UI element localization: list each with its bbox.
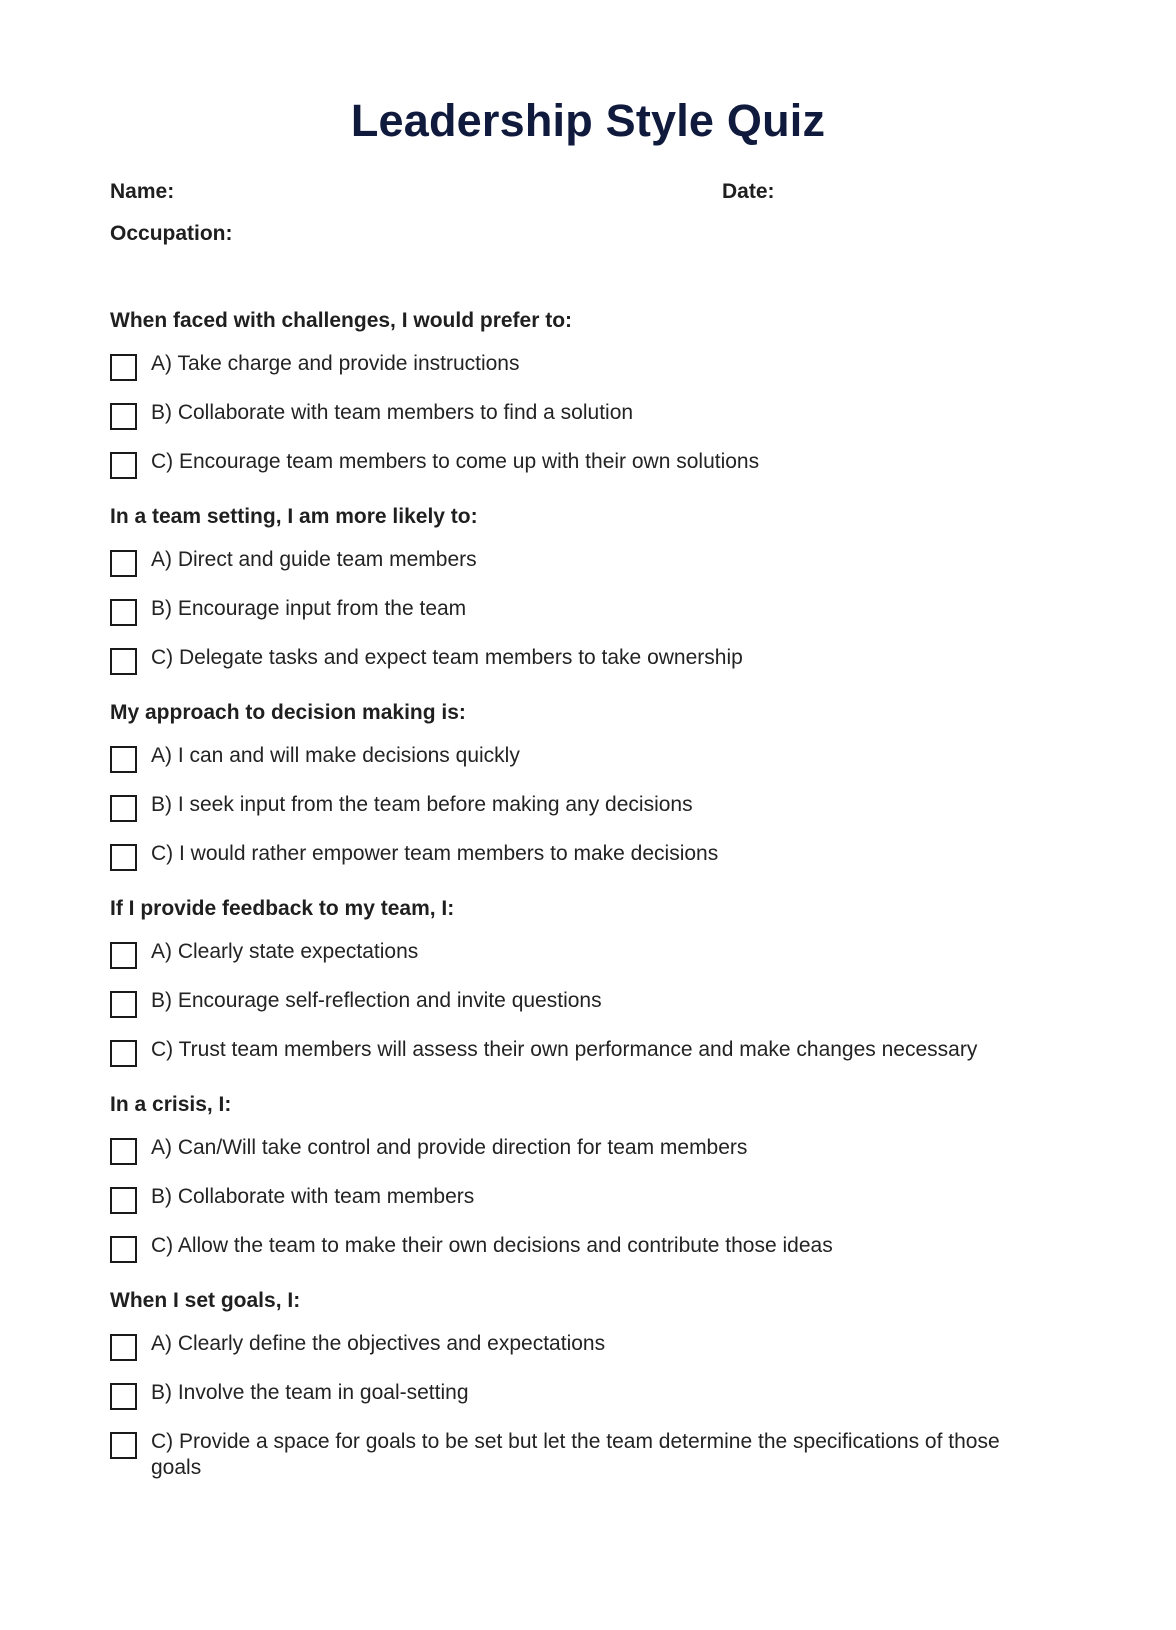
option-label: B) I seek input from the team before making any decisions	[151, 793, 693, 816]
option-label: C) Allow the team to make their own decisions and contribute those ideas	[151, 1234, 833, 1257]
checkbox[interactable]	[110, 599, 137, 626]
options-list	[110, 743, 1070, 871]
option-b[interactable]	[110, 1184, 1070, 1214]
checkbox[interactable]	[110, 1236, 137, 1263]
option-label: A) Clearly define the objectives and expectations	[151, 1332, 606, 1355]
checkbox[interactable]	[110, 550, 137, 577]
option-c[interactable]	[110, 449, 1070, 479]
option-c[interactable]	[110, 1037, 1070, 1067]
option-label: C) Provide a space for goals to be set but let the team determine the specifications of those goals	[151, 1430, 1000, 1479]
option-b[interactable]	[110, 596, 1070, 626]
option-a[interactable]	[110, 351, 1070, 381]
option-a[interactable]	[110, 743, 1070, 773]
options-list	[110, 351, 1070, 479]
option-label: B) Encourage self-reflection and invite questions	[151, 989, 602, 1012]
option-label: C) Delegate tasks and expect team members to take ownership	[151, 646, 743, 669]
option-label: A) I can and will make decisions quickly	[151, 744, 520, 767]
options-list	[110, 939, 1070, 1067]
checkbox[interactable]	[110, 1383, 137, 1410]
checkbox[interactable]	[110, 795, 137, 822]
checkbox[interactable]	[110, 1432, 137, 1459]
option-a[interactable]	[110, 1135, 1070, 1165]
checkbox[interactable]	[110, 452, 137, 479]
checkbox[interactable]	[110, 942, 137, 969]
page-title: Leadership Style Quiz	[350, 95, 826, 146]
question-5	[110, 1090, 1070, 1263]
option-b[interactable]	[110, 988, 1070, 1018]
option-label: C) Encourage team members to come up with their own solutions	[151, 450, 760, 473]
question-heading: In a crisis, I:	[110, 1093, 232, 1116]
question-6	[110, 1286, 1070, 1481]
checkbox[interactable]	[110, 746, 137, 773]
option-label: A) Clearly state expectations	[151, 940, 419, 963]
occupation-label: Occupation:	[110, 222, 233, 245]
question-heading: When I set goals, I:	[110, 1289, 301, 1312]
checkbox[interactable]	[110, 1138, 137, 1165]
checkbox[interactable]	[110, 991, 137, 1018]
option-a[interactable]	[110, 939, 1070, 969]
option-label: A) Take charge and provide instructions	[151, 352, 520, 375]
option-label: C) Trust team members will assess their own performance and make changes necessary	[151, 1038, 978, 1061]
question-heading: In a team setting, I am more likely to:	[110, 505, 478, 528]
options-list	[110, 1331, 1070, 1481]
question-3	[110, 698, 1070, 871]
option-label: C) I would rather empower team members to make decisions	[151, 842, 719, 865]
option-b[interactable]	[110, 1380, 1070, 1410]
option-label: B) Collaborate with team members to find a solution	[151, 401, 634, 424]
checkbox[interactable]	[110, 648, 137, 675]
question-heading: My approach to decision making is:	[110, 701, 466, 724]
option-c[interactable]	[110, 645, 1070, 675]
option-label: A) Direct and guide team members	[151, 548, 477, 571]
option-label: A) Can/Will take control and provide direction for team members	[151, 1136, 748, 1159]
checkbox[interactable]	[110, 354, 137, 381]
option-a[interactable]	[110, 547, 1070, 577]
option-a[interactable]	[110, 1331, 1070, 1361]
option-label: B) Involve the team in goal-setting	[151, 1381, 469, 1404]
question-heading: If I provide feedback to my team, I:	[110, 897, 455, 920]
question-2	[110, 502, 1070, 675]
option-label: B) Collaborate with team members	[151, 1185, 475, 1208]
option-b[interactable]	[110, 400, 1070, 430]
question-4	[110, 894, 1070, 1067]
checkbox[interactable]	[110, 403, 137, 430]
checkbox[interactable]	[110, 844, 137, 871]
option-c[interactable]	[110, 1233, 1070, 1263]
date-label: Date:	[722, 180, 775, 203]
options-list	[110, 1135, 1070, 1263]
checkbox[interactable]	[110, 1334, 137, 1361]
checkbox[interactable]	[110, 1040, 137, 1067]
option-label: B) Encourage input from the team	[151, 597, 467, 620]
options-list	[110, 547, 1070, 675]
option-b[interactable]	[110, 792, 1070, 822]
option-c[interactable]	[110, 1429, 1070, 1481]
option-c[interactable]	[110, 841, 1070, 871]
name-label: Name:	[110, 180, 175, 203]
question-heading: When faced with challenges, I would prefer to:	[110, 309, 573, 332]
question-1	[110, 306, 1070, 479]
checkbox[interactable]	[110, 1187, 137, 1214]
